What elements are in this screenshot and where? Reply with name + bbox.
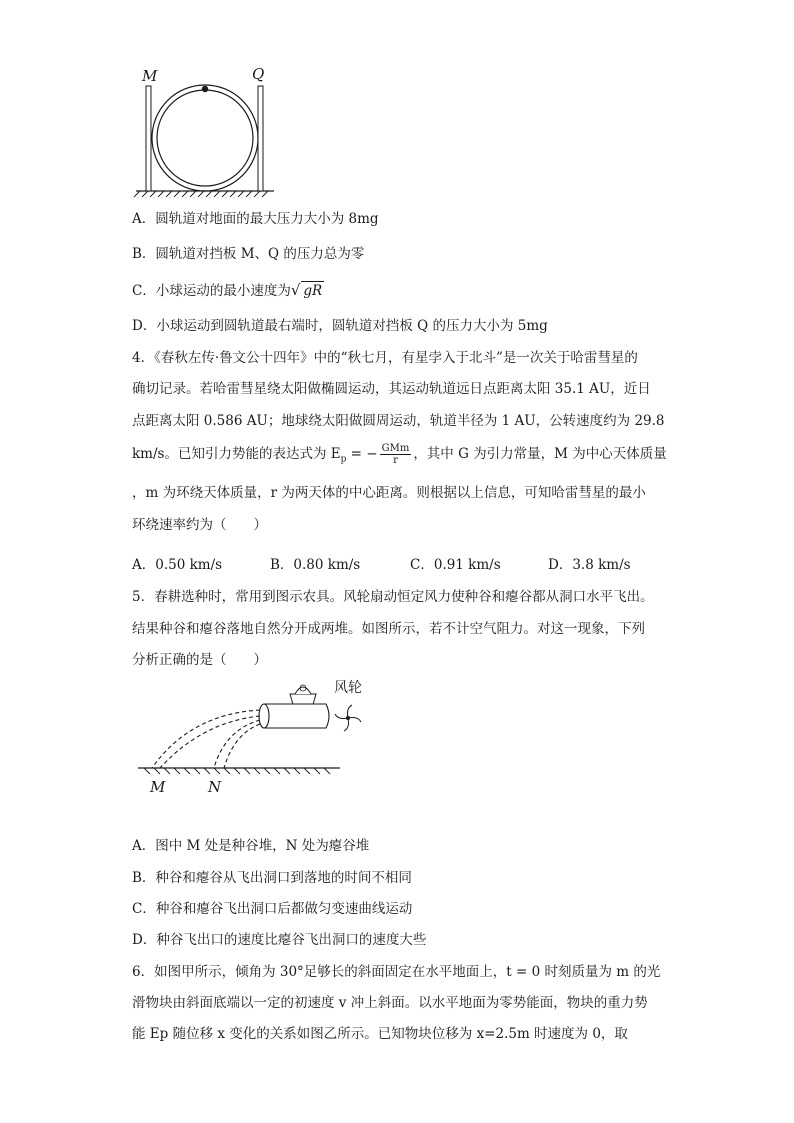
q5-option-d: D．种谷飞出口的速度比瘪谷飞出洞口的速度大些	[132, 932, 427, 948]
q6-line-3: 能 Ep 随位移 x 变化的关系如图乙所示。已知物块位移为 x=2.5m 时速度为 0，取	[132, 1026, 628, 1042]
trajectories	[152, 710, 260, 768]
q4-option-b: B．0.80 km/s	[270, 557, 361, 573]
circular-track-figure	[130, 60, 280, 200]
ball	[202, 86, 208, 92]
tube	[264, 704, 329, 728]
plate-q	[258, 86, 263, 191]
plate-m	[146, 86, 151, 191]
q4-line-2: 确切记录。若哈雷彗星绕太阳做椭圆运动，其运动轨道远日点距离太阳 35.1 AU，近日	[132, 381, 651, 397]
q4-line-6: 环绕速率约为（ ）	[132, 517, 267, 533]
q4-line-4-pre: km/s。已知引力势能的表达式为 E	[132, 446, 341, 462]
q3-option-d: D．小球运动到圆轨道最右端时，圆轨道对挡板 Q 的压力大小为 5mg	[132, 318, 548, 334]
track-inner	[157, 90, 253, 186]
q5-option-b: B．种谷和瘪谷从飞出洞口到落地的时间不相同	[132, 870, 412, 886]
grain-pile	[295, 687, 311, 694]
q6-line-1: 6．如图甲所示，倾角为 30°足够长的斜面固定在水平地面上，t = 0 时刻质量为 m 的光	[132, 964, 661, 980]
q5-option-a: A．图中 M 处是种谷堆，N 处为瘪谷堆	[132, 838, 370, 854]
q4-line-4-post: ，其中 G 为引力常量，M 为中心天体质量	[413, 446, 667, 462]
ep-subscript: p	[340, 454, 347, 465]
track-outer	[152, 85, 258, 191]
fraction-denominator: r	[393, 455, 398, 466]
q5-line-1: 5．春耕选种时，常用到图示农具。风轮扇动恒定风力使种谷和瘪谷都从洞口水平飞出。	[132, 589, 654, 605]
q6-line-2: 滑物块由斜面底端以一定的初速度 v 冲上斜面。以水平地面为零势能面，物块的重力势	[132, 995, 648, 1011]
q3-option-a: A．圆轨道对地面的最大压力大小为 8mg	[132, 211, 379, 227]
q4-eq-sign: = −	[346, 446, 378, 462]
q5-option-c: C．种谷和瘪谷飞出洞口后都做匀变速曲线运动	[132, 901, 413, 917]
q3-option-c	[132, 281, 324, 300]
wind-wheel-label: 风轮	[334, 680, 362, 696]
ground-hatching	[134, 191, 268, 197]
q5-line-3: 分析正确的是（ ）	[132, 652, 267, 668]
q4-line-1: 4．《春秋左传·鲁文公十四年》中的“秋七月，有星孛入于北斗”是一次关于哈雷彗星的	[132, 350, 638, 366]
sqrt-symbol: √	[290, 281, 301, 299]
wind-wheel-icon	[335, 705, 361, 731]
q5-line-2: 结果种谷和瘪谷落地自然分开成两堆。如图所示，若不计空气阻力。对这一现象，下列	[132, 621, 645, 637]
winnowing-figure	[130, 672, 390, 802]
q3-option-b: B．圆轨道对挡板 M、Q 的压力总为零	[132, 246, 365, 262]
q4-option-d: D．3.8 km/s	[548, 557, 631, 573]
q4-option-a: A．0.50 km/s	[132, 557, 223, 573]
plate-m-label: M	[142, 67, 158, 85]
q3-option-c-sqrt: gR	[303, 283, 323, 299]
q4-line-4	[132, 443, 667, 469]
q4-line-5: ，m 为环绕天体质量，r 为两天体的中心距离。则根据以上信息，可知哈雷彗星的最小	[132, 485, 646, 501]
ground-hatching-2	[144, 768, 330, 774]
q4-option-c: C．0.91 km/s	[410, 557, 501, 573]
fraction-numerator: GMm	[381, 443, 410, 454]
pile-n-label: N	[208, 778, 222, 796]
q3-option-c-text: C．小球运动的最小速度为	[132, 283, 291, 299]
gmm-fraction	[380, 443, 412, 466]
q4-line-3: 点距离太阳 0.586 AU；地球绕太阳做圆周运动，轨道半径为 1 AU，公转速度约为 29.8	[132, 413, 665, 429]
tube-outlet	[259, 704, 269, 728]
pile-m-label: M	[150, 778, 166, 796]
plate-q-label: Q	[252, 65, 265, 83]
